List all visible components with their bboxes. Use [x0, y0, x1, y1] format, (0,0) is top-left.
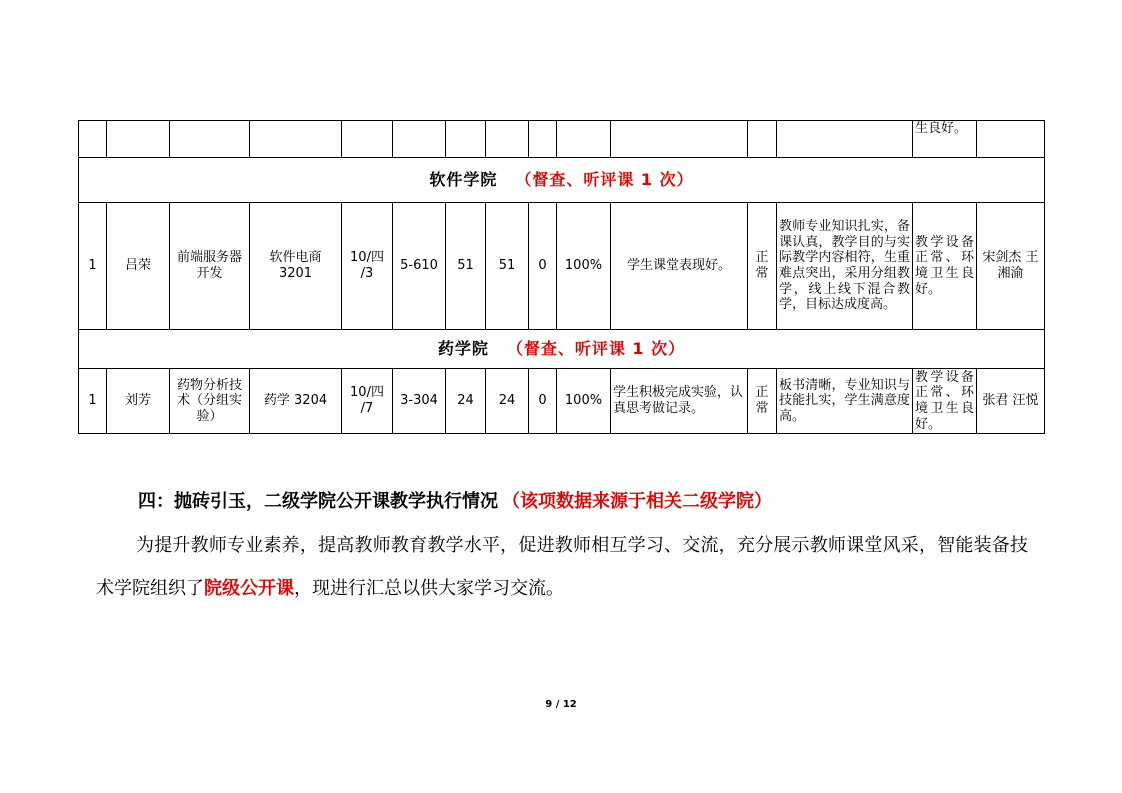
body-paragraph: 为提升教师专业素养，提高教师教育教学水平，促进教师相互学习、交流，充分展示教师课堂风采，智能装备技术学院组织了院级公开课，现进行汇总以供大家学习交流。: [96, 535, 1028, 599]
row-number: 1: [79, 203, 107, 330]
date-cell: 10/四 /7: [342, 369, 393, 434]
highlight-text: 院级公开课: [204, 578, 294, 599]
page-number: 9 / 12: [545, 699, 577, 710]
attended-cell: 24: [486, 369, 529, 434]
section-title: 软件学院: [429, 170, 498, 190]
course-cell: 药物分析技术（分组实验）: [170, 369, 250, 434]
enrolled-cell: 24: [446, 369, 486, 434]
teaching-eval-cell: 板书清晰，专业知识与技能扎实，学生满意度高。: [777, 369, 913, 434]
row-number: 1: [79, 369, 107, 434]
section-header-pharmacy: [79, 330, 1045, 369]
class-cell: 软件电商 3201: [250, 203, 342, 330]
environment-cell: 教学设备正常、环境卫生良好。: [913, 203, 977, 330]
table-row: [79, 203, 1045, 330]
student-status-cell: 学生积极完成实验，认真思考做记录。: [611, 369, 748, 434]
teacher-cell: 刘芳: [107, 369, 170, 434]
inspectors-cell: 张君 汪悦: [977, 369, 1045, 434]
environment-cell: 教学设备正常、环境卫生良好。: [913, 369, 977, 434]
section-title: 药学院: [437, 339, 489, 359]
rate-cell: 100%: [557, 203, 611, 330]
order-cell: 正常: [748, 369, 777, 434]
attended-cell: 51: [486, 203, 529, 330]
enrolled-cell: 51: [446, 203, 486, 330]
environment-cell: 生良好。: [913, 121, 977, 158]
heading-note: （该项数据来源于相关二级学院）: [502, 491, 772, 512]
inspectors-cell: 宋剑杰 王湘渝: [977, 203, 1045, 330]
section-header-software: [79, 158, 1045, 203]
room-cell: 3-304: [393, 369, 446, 434]
teaching-eval-cell: 教师专业知识扎实，备课认真，教学目的与实际教学内容相符，生重难点突出，采用分组教学，线上线下混合教学，目标达成度高。: [777, 203, 913, 330]
absent-cell: 0: [529, 203, 557, 330]
inspection-table: [78, 120, 1045, 434]
section-heading: 四：抛砖引玉，二级学院公开课教学执行情况 （该项数据来源于相关二级学院）: [138, 491, 772, 512]
table-row: [79, 121, 1045, 158]
section-note: （督查、听评课 1 次）: [515, 170, 694, 190]
table-row: [79, 369, 1045, 434]
rate-cell: 100%: [557, 369, 611, 434]
order-cell: 正常: [748, 203, 777, 330]
absent-cell: 0: [529, 369, 557, 434]
room-cell: 5-610: [393, 203, 446, 330]
teacher-cell: 吕荣: [107, 203, 170, 330]
student-status-cell: 学生课堂表现好。: [611, 203, 748, 330]
course-cell: 前端服务器开发: [170, 203, 250, 330]
section-note: （督查、听评课 1 次）: [506, 339, 686, 359]
class-cell: 药学 3204: [250, 369, 342, 434]
date-cell: 10/四 /3: [342, 203, 393, 330]
